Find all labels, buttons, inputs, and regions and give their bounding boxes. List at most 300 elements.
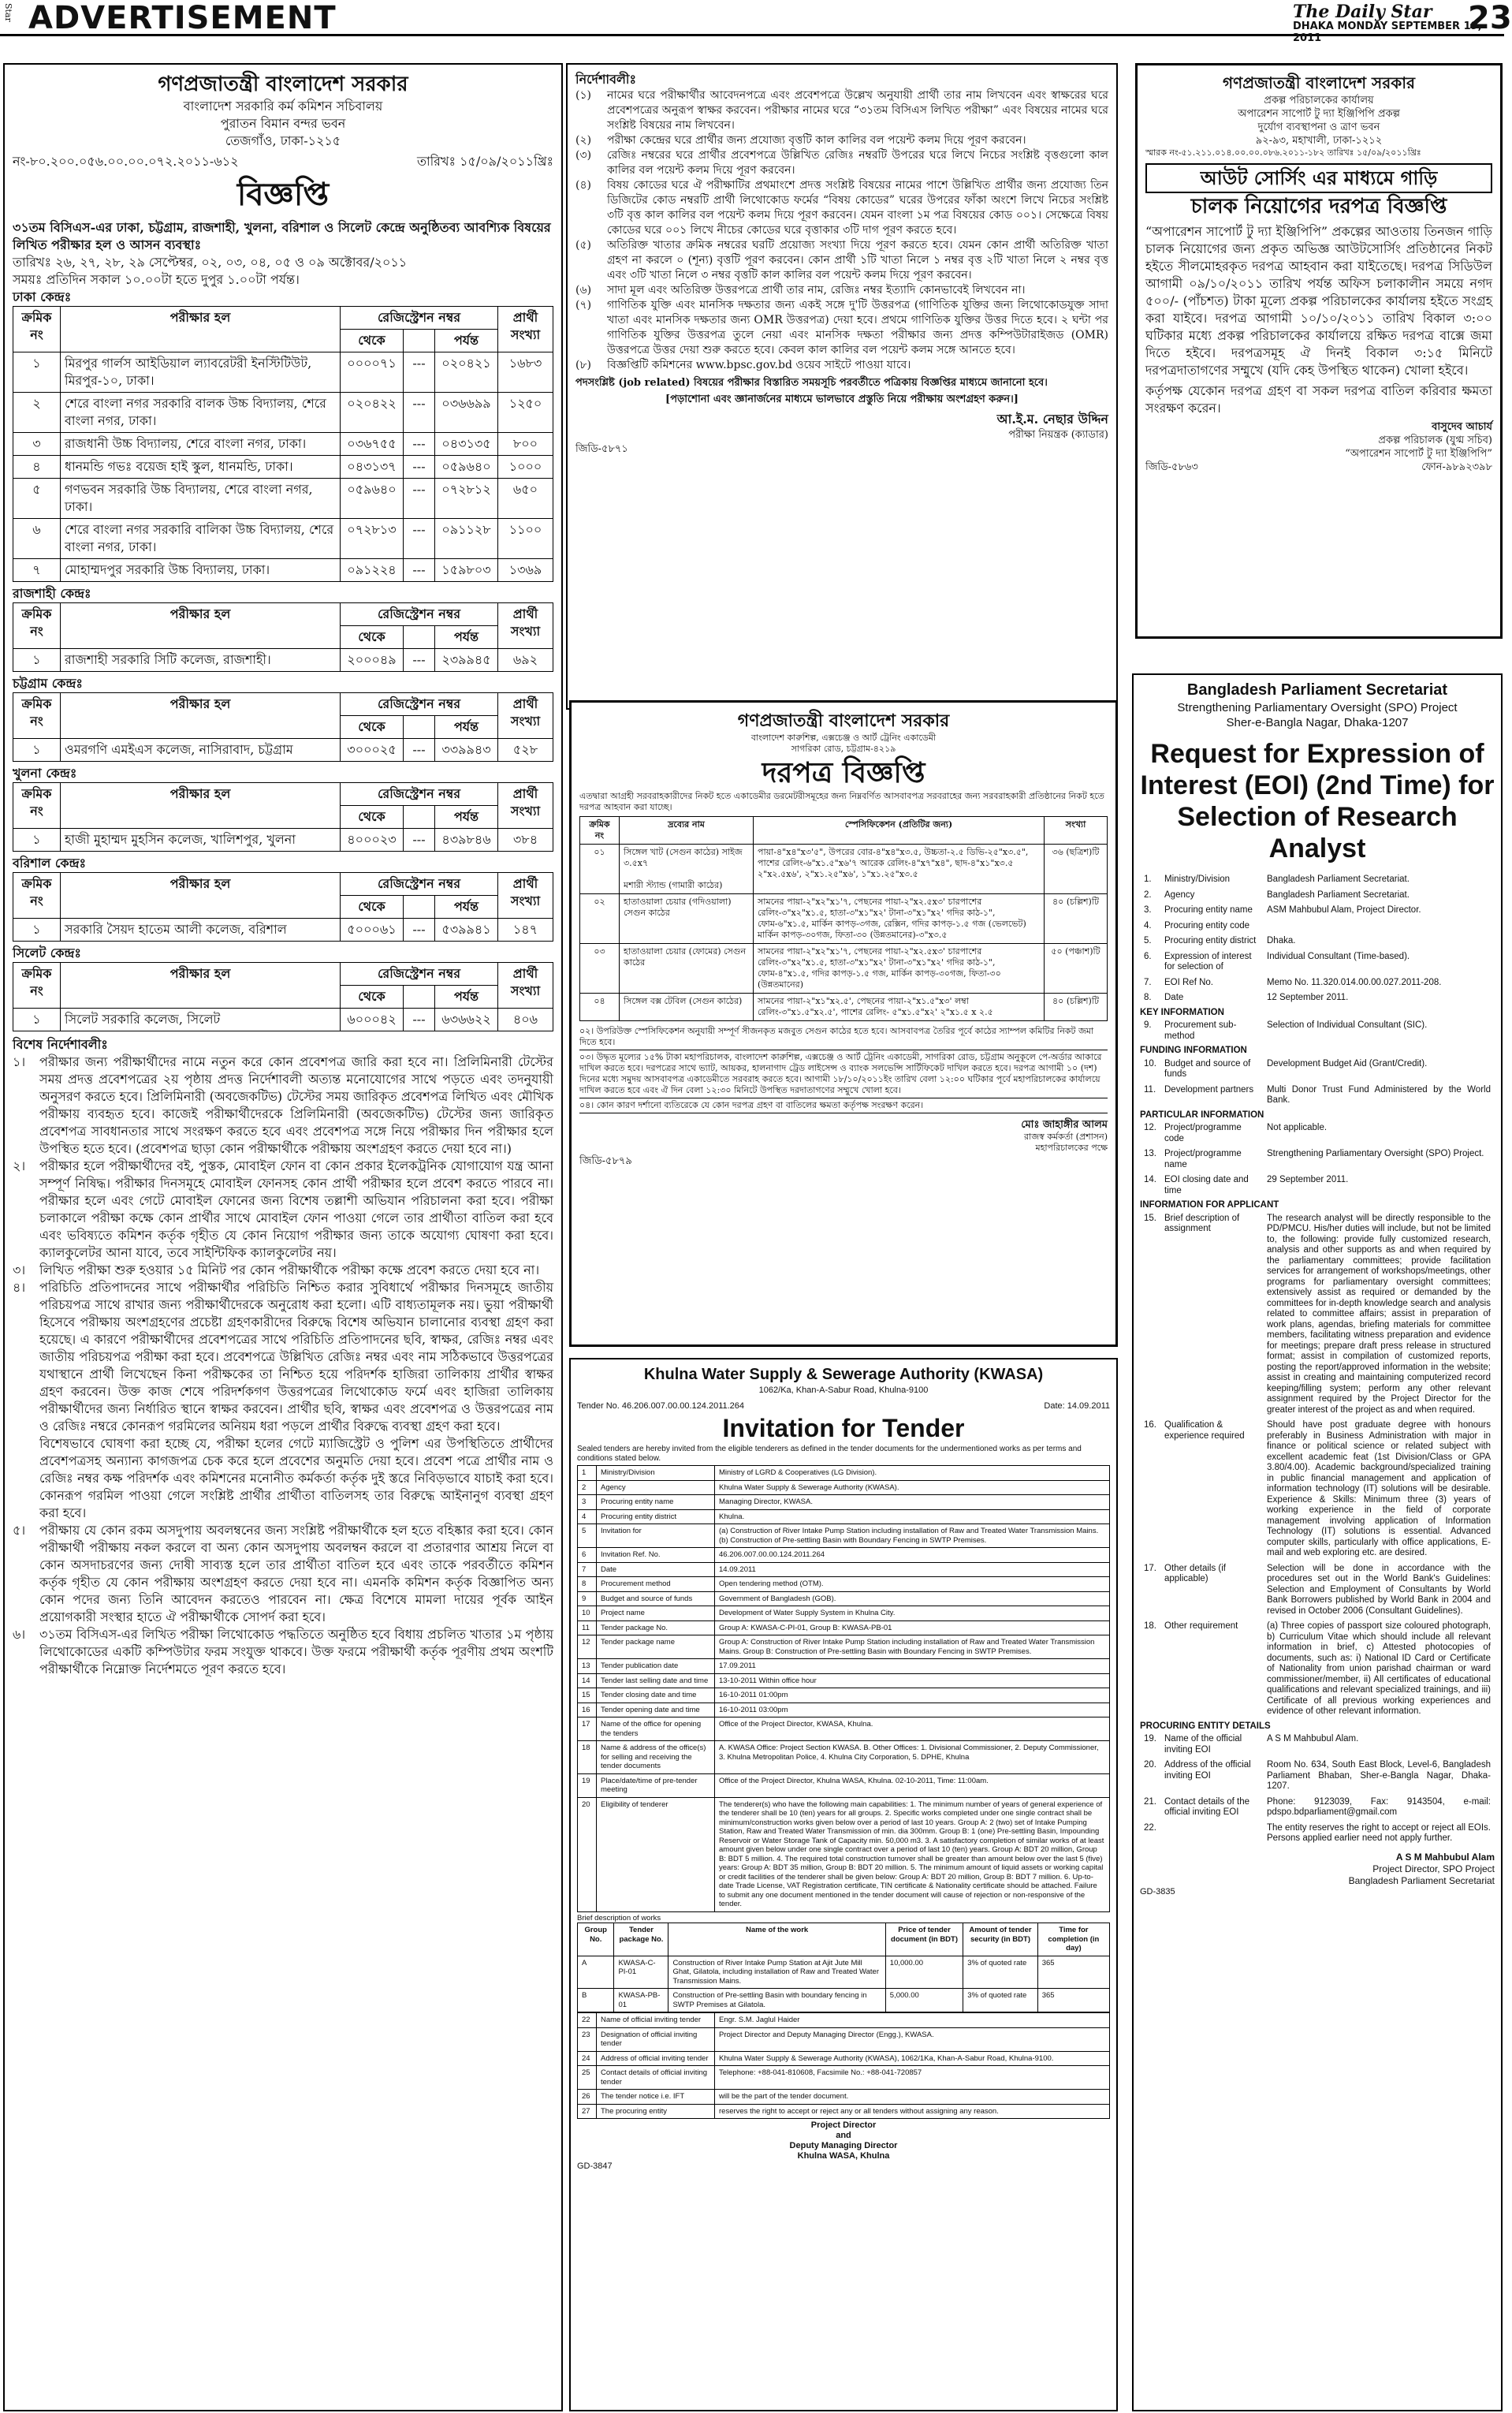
item-number: ৩। xyxy=(13,1262,26,1277)
kwasa-intro: Sealed tenders are hereby invited from the eligible tenderers as defined in the tender documents for the undermentioned works as per terms and conditions stated below. xyxy=(577,1445,1082,1463)
row-value: ASM Mahbubul Alam, Project Director. xyxy=(1267,905,1421,915)
note-item: ০৪। কোন কারণ দর্শানো ব্যতিরেকে যে কোন দরপত্র গ্রহণ বা বাতিলের ক্ষমতা কর্তৃপক্ষ সংরক্ষণ করেন। xyxy=(579,1098,1108,1113)
cell-sl: ১ xyxy=(13,919,61,942)
bpsc-title: বিজ্ঞপ্তি xyxy=(236,176,330,213)
cell-sl: ১ xyxy=(13,1009,61,1031)
row-key: Procuring entity district xyxy=(597,1509,715,1524)
cell-n: ৩৮৪ xyxy=(498,829,553,852)
bps-l1: Strengthening Parliamentary Oversight (SPO) Project xyxy=(1177,701,1458,714)
row-value: Development of Water Supply System in Khulna City. xyxy=(715,1606,1110,1621)
cell-to: ০৯১১২৮ xyxy=(435,519,498,559)
kwasa-table-2 xyxy=(577,2012,1110,2119)
list-item xyxy=(575,88,1108,133)
cell-hall: রাজশাহী সরকারি সিটি কলেজ, রাজশাহী। xyxy=(61,649,341,672)
table-row xyxy=(578,1688,1110,1703)
row-number: 26 xyxy=(578,2090,597,2105)
row-value: Development Budget Aid (Grant/Credit). xyxy=(1267,1058,1428,1069)
row-key: Agency xyxy=(597,1480,715,1495)
row-number: 18. xyxy=(1144,1621,1156,1631)
item-text: গাণিতিক যুক্তি এবং মানসিক দক্ষতার জন্য একই সঙ্গে দু'টি উত্তরপত্র (গাণিতিক যুক্তির জন্য লিথোকোডযুক্ত সাদা খাতা এবং মানসিক দক্ষতার জন্য OMR উত্তরপত্র) দেয়া হবে। প্রথমে গাণিতিক যুক্তির উত্তর দিতে হবে। ২ ঘন্টা পর গাণিতিক যুক্তির উত্তরপত্র তুলে নেয়া এবং মানসিক দক্ষতা পরীক্ষার জন্য প্রদত্ত কম্পিউটারাইজড (OMR) উত্তরপত্রে উত্তর দেয়া শুরু করতে হবে। কেবল কাল কালির বল পয়েন্ট কলম সঙ্গে আনতে হবে। xyxy=(607,299,1108,356)
bps-sign-org: Bangladesh Parliament Secretariat xyxy=(1348,1874,1495,1886)
row-key: Project/programme name xyxy=(1164,1149,1242,1169)
cell-dash: --- xyxy=(404,519,435,559)
cell-to: ০৭২৮১২ xyxy=(435,479,498,519)
row-number: 15. xyxy=(1144,1213,1156,1223)
row-key: Tender package name xyxy=(597,1635,715,1659)
eoi-table xyxy=(1140,1057,1495,1109)
cell-time: 365 xyxy=(1037,1956,1109,1989)
row-value: Office of the Project Director, KWASA, Khulna. xyxy=(715,1717,1110,1741)
row-key: Procuring entity name xyxy=(1164,905,1253,915)
list-item xyxy=(575,148,1108,178)
item-number: ৫। xyxy=(13,1523,26,1538)
cell-to: ১৫৯৮০৩ xyxy=(435,559,498,582)
row-value: Phone: 9123039, Fax: 9143504, e-mail: pdspo.bdparliament@gmail.com xyxy=(1267,1796,1491,1817)
cell-sl: ১ xyxy=(13,829,61,852)
table-row xyxy=(13,739,553,762)
row-key: Invitation Ref. No. xyxy=(597,1548,715,1563)
bps-sign-name: A S M Mahbubul Alam xyxy=(1395,1851,1495,1863)
table-row xyxy=(13,649,553,672)
col-count: প্রার্থী সংখ্যা xyxy=(498,693,553,739)
cell-dash: --- xyxy=(404,393,435,433)
bpsc-gd: জিডি-৫৮৭১ xyxy=(575,443,628,455)
spo-phone: ফোন-৯৮৯২৩৯৮ xyxy=(1421,461,1492,473)
cell-sl: ১ xyxy=(13,352,61,393)
row-key: Procurement sub-method xyxy=(1164,1020,1237,1041)
item-text: নামের ঘরে পরীক্ষার্থীর আবেদনপত্রে এবং প্রবেশপত্রে উল্লেখ অনুযায়ী প্রার্থী তার নাম লিখবেন এবং স্বাক্ষরের ঘরে প্রবেশপত্রের অনুরূপ স্বাক্ষর করবেন। পরীক্ষার নামের ঘরে “৩১তম বিসিএস লিখিত পরীক্ষা” এবং বিষয়ের নামের ঘরে সংশ্লিষ্ট বিষয়ের নাম লিখবেন। xyxy=(607,89,1108,132)
bpsc-office3: তেজগাঁও, ঢাকা-১২১৫ xyxy=(225,133,341,148)
list-item xyxy=(13,1158,553,1262)
table-row xyxy=(1140,975,1495,991)
item-text: বিশেষভাবে ঘোষণা করা হচ্ছে যে, পরীক্ষা হলের গেটে ম্যাজিস্ট্রেট ও পুলিশ এর উপস্থিতিতে প্রার্থীদের প্রবেশপত্রসহ অন্যান্য কাগজপত্র চেক করে হলে প্রবেশের অনুমতি দেয়া হবে। প্রবেশ পত্রে প্রার্থীর নাম ও রেজিঃ নম্বর কক্ষ পরিদর্শক এবং কমিশনের মনোনীত কর্মকর্তা কর্তৃক দুই স্তরে নিবিড়ভাবে যাচাই করা হবে। কোনরূপ গরমিল পাওয়া গেলে সংশ্লিষ্ট প্রার্থীর প্রার্থীতা বাতিলসহ তার বিরুদ্ধে আইনানুগ ব্যবস্থা গ্রহণ করা হবে। xyxy=(39,1436,553,1520)
col-dash xyxy=(404,626,435,649)
spo-l1: প্রকল্প পরিচালকের কার্যালয় xyxy=(1264,95,1374,106)
bps-l2: Sher-e-Bangla Nagar, Dhaka-1207 xyxy=(1226,716,1409,729)
cell-from: ৪০০০২৩ xyxy=(341,829,404,852)
row-number: 2. xyxy=(1144,889,1152,900)
dhaka-label: ঢাকা কেন্দ্রঃ xyxy=(13,289,72,304)
row-value: Not applicable. xyxy=(1267,1123,1328,1132)
eoi-table xyxy=(1140,1211,1495,1720)
cell-n: ৬৫০ xyxy=(498,479,553,519)
row-key: Name of the official inviting EOI xyxy=(1164,1734,1242,1755)
item-text: ৩১তম বিসিএস-এর লিখিত পরীক্ষা লিথোকোড পদ্ধতিতে অনুষ্ঠিত হবে বিধায় প্রচলিত খাতার ১ম পৃষ্ঠায় লিথোকোডের একটি কম্পিউটার ফরম সংযুক্ত থাকবে। উক্ত ফরমে পরীক্ষার্থী কর্তৃক পূরণীয় প্রথম অংশটি পরীক্ষার্থীকে নিম্নোক্ত নির্দেশমতে পূরণ করতে হবে। xyxy=(39,1627,553,1676)
ttc-col-qty: সংখ্যা xyxy=(1045,817,1108,845)
ttc-l2: সাগরিকা রোড, চট্টগ্রাম-৪২১৯ xyxy=(791,744,896,754)
col-count: প্রার্থী সংখ্যা xyxy=(498,307,553,352)
row-value: 17.09.2011 xyxy=(715,1659,1110,1674)
item-text: সাদা মূল এবং অতিরিক্ত উত্তরপত্রে প্রার্থী তার নাম, রেজিঃ নম্বর ইত্যাদি কোনভাবেই লিখবেন না। xyxy=(607,284,1026,296)
bpsc-dates: তারিখঃ ২৬, ২৭, ২৮, ২৯ সেপ্টেম্বর, ০২, ০৩, ০৪, ০৫ ও ০৯ অক্টোবর/২০১১ xyxy=(13,255,408,270)
col-dash xyxy=(404,716,435,739)
row-number: 7 xyxy=(578,1562,597,1577)
spo-title1: আউট সোর্সিং এর মাধ্যমে গাড়ি xyxy=(1145,163,1492,193)
cell-sl: ৫ xyxy=(13,479,61,519)
col-from: থেকে xyxy=(341,626,404,649)
col-from: থেকে xyxy=(341,330,404,352)
instr-label: নির্দেশাবলীঃ xyxy=(575,72,637,87)
row-key: Designation of official inviting tender xyxy=(597,2027,715,2051)
table-row xyxy=(578,2066,1110,2090)
cell-from: ০৭২৮১৩ xyxy=(341,519,404,559)
col-reg: রেজিস্ট্রেশন নম্বর xyxy=(341,963,498,986)
page-number: 23 xyxy=(1468,0,1512,36)
section-heading: INFORMATION FOR APPLICANT xyxy=(1140,1200,1279,1210)
table-row xyxy=(13,1009,553,1031)
list-item xyxy=(575,298,1108,358)
row-number: 11. xyxy=(1144,1084,1156,1095)
cell-sl: ৭ xyxy=(13,559,61,582)
table-row xyxy=(578,1495,1110,1510)
row-value: reserves the right to accept or reject any or all tenders without assigning any reason. xyxy=(715,2104,1110,2119)
row-value xyxy=(1263,919,1495,934)
parliament-eoi xyxy=(1132,673,1503,2411)
kwasa-sign1: Project Director xyxy=(810,2120,877,2130)
cell-n: ১৩৬৯ xyxy=(498,559,553,582)
col-count: প্রার্থী সংখ্যা xyxy=(498,963,553,1009)
col-hall: পরীক্ষার হল xyxy=(61,963,341,1009)
col-reg: রেজিস্ট্রেশন নম্বর xyxy=(341,783,498,806)
cell-sl: ৪ xyxy=(13,456,61,479)
note-item: ০৩। উদ্ধৃত মূল্যের ১৫% টাকা মহাপরিচালক, বাংলাদেশ কারুশিল্প, এক্সচেঞ্জ ও আর্ট ট্রেনিং একাডেমী, সাগরিকা রোড, চট্টগ্রাম অনুকূলে পে-অর্ডার আকারে দাখিল করতে হবে। দরপত্রের সাথে ভ্যাট, আয়কর, হালনাগাদ ট্রেড লাইসেন্স ও ব্যাংক সলভেন্সি সার্টিফিকেট দাখিল করতে হবে। দরপত্র আগামী ১০ (দশ) দিনের মধ্যে সমুদয় আসবাবপত্র একাডেমীতে সরবরাহ করতে হবে। আগামী ১৮/১০/২০১১ইং তারিখ বেলা ১২:০০ ঘটিকার পূর্বে মহাপরিচালকের কার্যালয়ে দাখিল করতে হবে এবং ঐ দিন বেলা ১২:৩০ মিনিটে উপস্থিত দরদাতাগণের সম্মুখে খোলা হবে। xyxy=(579,1050,1108,1098)
newspaper-name: The Daily Star xyxy=(1293,2,1432,22)
row-number: 2 xyxy=(578,1480,597,1495)
cell-n: ১৪৭ xyxy=(498,919,553,942)
row-number: 15 xyxy=(578,1688,597,1703)
cell-item: সিঙ্গেল বক্স টেবিল (সেগুন কাঠের) xyxy=(620,994,754,1021)
row-value: Project Director and Deputy Managing Director (Engg.), KWASA. xyxy=(715,2027,1110,2051)
row-key: Agency xyxy=(1164,889,1195,900)
row-number: 14. xyxy=(1144,1175,1156,1184)
item-number: (৬) xyxy=(575,284,592,296)
cell-hall: গণভবন সরকারি উচ্চ বিদ্যালয়, শেরে বাংলা নগর, ঢাকা। xyxy=(61,479,341,519)
cell-hall: মোহাম্মদপুর সরকারি উচ্চ বিদ্যালয়, ঢাকা। xyxy=(61,559,341,582)
row-key: Tender last selling date and time xyxy=(597,1673,715,1688)
region-label: খুলনা কেন্দ্রঃ xyxy=(13,766,77,781)
cell-w: Construction of River Intake Pump Station at Ajit Jute Mill Ghat, Gilatola, including installation of Raw and Treated Water Transmission Mains. xyxy=(668,1956,885,1989)
section-heading: FUNDING INFORMATION xyxy=(1140,1046,1247,1055)
table-row xyxy=(578,1659,1110,1674)
list-item xyxy=(13,1626,553,1678)
cell-hall: ওমরগণি এমইএস কলেজ, নাসিরাবাদ, চট্টগ্রাম xyxy=(61,739,341,762)
table-row xyxy=(13,919,553,942)
ttc-gd: জিডি-৫৮৭৯ xyxy=(579,1155,632,1167)
cell-n: ৫২৮ xyxy=(498,739,553,762)
note-item: ০২। উপরিউক্ত স্পেসিফিকেশন অনুযায়ী সম্পূর্ণ সীজনকৃত মজবুত সেগুন কাঠের হতে হবে। আসবাবপত্র তৈরির পূর্বে কাঠের স্যাম্পল কমিটির নিকট জমা দিতে হবে। xyxy=(579,1024,1108,1050)
cell-dash: --- xyxy=(404,919,435,942)
item-text: পরিচিতি প্রতিপাদনের সাথে পরীক্ষার্থীর পরিচিতি নিশ্চিত করার সুবিধার্থে পরীক্ষার দিনসমূহে জাতীয় পরিচয়পত্র সাথে রাখার জন্য পরীক্ষার্থীদেরকে অনুরোধ করা হলো। এটি বাধ্যতামূলক নয়। ভুয়া পরীক্ষার্থী হিসেবে পরীক্ষায় অংশগ্রহণের প্রচেষ্টা গ্রহণকারীদের বিরুদ্ধে বিশেষ অভিযান চালানোর ব্যবস্থা গ্রহণ করা হয়েছে। এ কারণে পরীক্ষার্থীদের প্রবেশপত্রের সাথে পরিচিতি প্রতিপাদনের ছবি, স্বাক্ষর, রেজিঃ নম্বর এবং জাতীয় পরিচয়পত্র পরীক্ষা করা হবে। প্রবেশপত্রে উল্লিখিত রেজিঃ নম্বর এবং নাম সঠিকভাবে উত্তরপত্রের যথাস্থানে প্রার্থী লিখেছেন কিনা পরীক্ষকের তা নিশ্চিত হয়ে পরিদর্শক হাজিরা তালিকায় প্রার্থীর স্বাক্ষর গ্রহণ করবেন। উক্ত কাজ শেষে পরিদর্শকগণ উত্তরপত্রের লিথোকোড ফর্মে এবং হাজিরা তালিকায় পরীক্ষার্থীদের জন্য নির্ধারিত স্থানে স্বাক্ষর করবেন। প্রার্থীর ছবি, স্বাক্ষর এবং প্রবেশপত্র ও উত্তরপত্রের নাম ও রেজিঃ নম্বরে কোনরূপ গরমিলের অনিয়ম ধরা পড়লে প্রার্থীর বিরুদ্ধে ব্যবস্থা গ্রহণ করা হবে। xyxy=(39,1280,553,1434)
row-key: Name of official inviting tender xyxy=(597,2013,715,2028)
bpsc-sign-title: পরীক্ষা নিয়ন্ত্রক (ক্যাডার) xyxy=(1008,429,1108,441)
row-number: 22. xyxy=(1144,1822,1156,1833)
ttc-gov: গণপ্রজাতন্ত্রী বাংলাদেশ সরকার xyxy=(737,710,950,731)
row-key: Brief description of assignment xyxy=(1164,1213,1240,1233)
works-col: Time for completion (in day) xyxy=(1037,1923,1109,1956)
kwasa-tender-no: Tender No. 46.206.007.00.00.124.2011.264 xyxy=(577,1401,745,1411)
row-value: Managing Director, KWASA. xyxy=(715,1495,1110,1510)
cell-dash: --- xyxy=(404,433,435,456)
table-row xyxy=(13,433,553,456)
row-number: 17 xyxy=(578,1717,597,1741)
kwasa-gd: GD-3847 xyxy=(577,2161,613,2171)
row-value: The entity reserves the right to accept or reject all EOIs. Persons applied earlier need not apply further. xyxy=(1267,1822,1491,1843)
cell-from: ০০০০৭১ xyxy=(341,352,404,393)
col-count: প্রার্থী সংখ্যা xyxy=(498,603,553,649)
row-number: 22 xyxy=(578,2013,597,2028)
item-text: বিষয় কোডের ঘরে ঐ পরীক্ষাটির প্রথমাংশে প্রদত্ত সংশ্লিষ্ট বিষয়ের নামের পাশে উল্লিখিত প্রার্থীর জন্য প্রযোজ্য তিন ডিজিটের কোড নম্বরটি প্রার্থী লিথোকোড ফর্মের “বিষয় কোডের” ঘরের উপরের ফাঁকা অংশে লিখে নিচের সংশ্লিষ্ট ৩টি বৃত্ত কাল কালির বল পয়েন্ট কলম দিয়ে পূরণ করবেন। যেমন বাংলা ১ম পত্র বিষয়ের কোড ০০১। সেক্ষেত্রে বিষয় কোডের ঘরে ০০১ লিখে নীচের কোডের ঘরে বৃত্তাকার ৩টি দাগ পূরণ করতে হবে। xyxy=(607,179,1108,237)
cell-n: ৮০০ xyxy=(498,433,553,456)
row-key: Expression of interest for selection of xyxy=(1164,951,1252,972)
item-number: ২। xyxy=(13,1158,26,1173)
col-dash xyxy=(404,986,435,1009)
row-number: 11 xyxy=(578,1620,597,1635)
table-row xyxy=(578,1562,1110,1577)
row-value: Open tendering method (OTM). xyxy=(715,1577,1110,1592)
special-label: বিশেষ নির্দেশাবলীঃ xyxy=(13,1037,108,1052)
bpsc-instructions xyxy=(566,63,1118,710)
table-row xyxy=(580,994,1108,1021)
bpsc-office2: পুরাতন বিমান বন্দর ভবন xyxy=(220,116,346,131)
item-number: (১) xyxy=(575,89,592,102)
furniture-table xyxy=(579,816,1108,1021)
bps-sign-title: Project Director, SPO Project xyxy=(1372,1863,1495,1874)
list-item xyxy=(13,1522,553,1626)
bpsc-date: তারিখঃ ১৫/০৯/২০১১খ্রিঃ xyxy=(416,154,553,169)
row-key: Date xyxy=(1164,993,1184,1002)
list-item xyxy=(13,1435,553,1522)
table-row xyxy=(1140,934,1495,949)
table-row xyxy=(578,1635,1110,1659)
section-heading: PARTICULAR INFORMATION xyxy=(1140,1110,1264,1120)
cell-time: 365 xyxy=(1037,1989,1109,2012)
col-sl: ক্রমিক নং xyxy=(13,307,61,352)
item-text: পরীক্ষার জন্য পরীক্ষার্থীদের নামে নতুন করে কোন প্রবেশপত্র জারি করা হবে না। প্রিলিমিনারী টেস্টের সময় প্রদত্ত প্রবেশপত্রের ২য় পৃষ্ঠায় প্রদত্ত নির্দেশাবলী অত্যন্ত মনোযোগের সাথে পড়তে এবং তদনুযায়ী অনুসরণ করতে হবে। প্রিলিমিনারী (অবজেকটিভ) টেস্টের সময় জারিকৃত প্রবেশপত্র লিখিত এবং মৌখিক পরীক্ষায় ব্যবহৃত হবে। কাজেই পরীক্ষার্থীদেরকে প্রিলিমিনারী (অবজেকটিভ) টেস্টের জন্য জারিকৃত প্রবেশপত্র সাবধানতার সাথে সংরক্ষণ করতে হবে এবং প্রবেশপত্র সঙ্গে নিয়ে পরীক্ষার দিন পরীক্ষার হলে উপস্থিত হতে হবে। (প্রবেশপত্র ছাড়া কোন পরীক্ষার্থীকে পরীক্ষায় অংশগ্রহণ করতে দেয়া হবে না।) xyxy=(39,1054,553,1156)
cell-n: ১৬৮৩ xyxy=(498,352,553,393)
cell-from: ৩০০০২৫ xyxy=(341,739,404,762)
cell-to: ০৩৬৬৯৯ xyxy=(435,393,498,433)
kwasa-addr: 1062/Ka, Khan-A-Sabur Road, Khulna-9100 xyxy=(758,1386,929,1395)
item-text: বিজ্ঞপ্তিটি কমিশনের www.bpsc.gov.bd ওয়েব সাইটে পাওয়া যাবে। xyxy=(607,359,911,371)
col-count: প্রার্থী সংখ্যা xyxy=(498,783,553,829)
col-reg: রেজিস্ট্রেশন নম্বর xyxy=(341,603,498,626)
cell-spec: সামনের পায়া-২"x২"x১'৭, পেছনের পায়া-২"x২.৫x৩' চারপাশের রেলিং-৩"x২"x১.৫, হাতা-৩"x১"x২' টানা-৩"x১"x২' গদির কাঠ-১", ফোম-৬"x১.৫, মার্কিন কাপড়-৩গজ, রেক্সিন, গদির কাপড়-১.৫ গজ (ভেলভেট) মার্কিন কাপড়-৩০গজ, ফিতা-৩০ (উন্নতমানের)-৩"x৩.৫ xyxy=(754,894,1045,944)
table-row xyxy=(578,1797,1110,1911)
cell-sl: ৬ xyxy=(13,519,61,559)
cell-price: 5,000.00 xyxy=(885,1989,963,2012)
table-row xyxy=(578,2104,1110,2119)
col-sl: ক্রমিক নং xyxy=(13,783,61,829)
table-row xyxy=(1140,1147,1495,1173)
region-label: বরিশাল কেন্দ্রঃ xyxy=(13,856,87,871)
cell-dash: --- xyxy=(404,649,435,672)
spo-body2: কর্তৃপক্ষ যেকোন দরপত্র গ্রহণ বা সকল দরপত্র বাতিল করিবার ক্ষমতা সংরক্ষণ করেন। xyxy=(1145,383,1492,416)
row-key: Project name xyxy=(597,1606,715,1621)
row-number: 16. xyxy=(1144,1420,1156,1430)
cell-dash: --- xyxy=(404,456,435,479)
ttc-intro: এতদ্বারা আগ্রহী সরবরাহকারীদের নিকট হতে একাডেমীর ডরমেটরীসমূহের জন্য নিম্নবর্ণিত আসবাবপত্র সরবরাহের জন্য সরবরাহকারী প্রতিষ্ঠানের নিকট হতে দরপত্র আহবান করা যাচ্ছে। xyxy=(579,791,1104,812)
list-item xyxy=(13,1262,553,1279)
col-sl: ক্রমিক নং xyxy=(13,873,61,919)
cell-dash: --- xyxy=(404,1009,435,1031)
row-key: Budget and source of funds xyxy=(1164,1058,1251,1079)
item-text: পরীক্ষা কেন্দ্রের ঘরে প্রার্থীর জন্য প্রযোজ্য বৃত্তটি কাল কালির বল পয়েন্ট কলম দিয়ে পূরণ করবেন। xyxy=(607,134,1026,147)
table-row xyxy=(578,1548,1110,1563)
item-text: রেজিঃ নম্বরের ঘরে প্রার্থীর প্রবেশপত্রে উল্লিখিত রেজিঃ নম্বরটি উপরের ঘরে লিখে নিচের সংশ্লিষ্ট বৃত্তগুলো কাল কালির বল পয়েন্ট কলম দিয়ে পূরণ করবেন। xyxy=(607,149,1108,177)
row-key: The procuring entity xyxy=(597,2104,715,2119)
row-number: 21. xyxy=(1144,1796,1156,1807)
cell-qty: ৫০ (পঞ্চাশ)টি xyxy=(1045,944,1108,994)
cell-p: KWASA-C-PI-01 xyxy=(614,1956,668,1989)
row-value: The tenderer(s) who have the following main capabilities: 1. The minimum number of years of general experience of the tenderer shall be 10 (ten) years for all groups. 2. Specific works completed under one single contract shall be minimum/construction works given below over a period of last 10 years. Group A: 2 (two) set of Intake Pumping Station, Raw and Treated Water Transmission of min. dia 300mm. Group B: 1 (one) Pre-settling Basin, Impounding Reservoir or Water Storage Tank of Capacity min. 50,000 m3. 3. A satisfactory completion of similar works of at least amount given below under one single contract over a period of last 10 (ten) years. Group A: BDT 20 million, Group B: BDT 5 million. 4. The required total construction turnover shall be greater than amount below over the last 5 (five) years: Group A: BDT 35 million, Group B: BDT 20 million. 5. The minimum amount of liquid assets or working capital or credit facilities of the tenderer shall be given below: Group A: BDT 20 million, Group B: BDT 7 million. 6. Up-to-date Trade License, VAT Registration certificate, TIN certificate & Nationality certificate should be attached. Failure to submit any one document mentioned in the tender document will cause of rejection or non-responsive of the tender. xyxy=(715,1797,1110,1911)
list-item xyxy=(575,238,1108,283)
bps-title: Request for Expression of Interest (EOI) (2nd Time) for Selection of Research Analyst xyxy=(1140,739,1495,863)
row-number: 13. xyxy=(1144,1149,1156,1158)
col-from: থেকে xyxy=(341,806,404,829)
col-from: থেকে xyxy=(341,716,404,739)
table-row xyxy=(13,829,553,852)
eoi-table xyxy=(1140,1732,1495,1821)
cell-sl: ১ xyxy=(13,739,61,762)
table-row xyxy=(1140,872,1495,888)
cell-g: A xyxy=(578,1956,614,1989)
row-value: 16-10-2011 01:00pm xyxy=(715,1688,1110,1703)
item-number xyxy=(13,1435,39,1522)
works-col: Amount of tender security (in BDT) xyxy=(963,1923,1037,1956)
section-heading: KEY INFORMATION xyxy=(1140,1007,1224,1017)
ttc-col-sl: ক্রমিক নং xyxy=(580,817,620,845)
table-row xyxy=(1140,888,1495,904)
spo-l4: ৯২-৯৩, মহাখালী, ঢাকা-১২১২ xyxy=(1255,135,1383,147)
row-key: Contact details of official inviting tender xyxy=(597,2066,715,2090)
table-row xyxy=(1140,1821,1495,1847)
region-table xyxy=(13,782,553,852)
cell-to: ০৫৯৬৪০ xyxy=(435,456,498,479)
col-to: পর্যন্ত xyxy=(435,896,498,919)
cell-item: হাতাওয়ালা চেয়ার (গদিওয়ালা) সেগুন কাঠের xyxy=(620,894,754,944)
table-row xyxy=(1140,990,1495,1006)
cell-spec: সামনের পায়া-২"x১"x২.৫', পেছনের পায়া-২"x১.৫"x৩' লম্বা রেলিং-৩"x১.৫"x২.৫', পাশের রেলিং- ৫"x১.৫"x২' ২"x১.৫ x ২.৫ xyxy=(754,994,1045,1021)
item-number: (৩) xyxy=(575,149,592,162)
cell-dash: --- xyxy=(404,479,435,519)
col-from: থেকে xyxy=(341,986,404,1009)
table-row xyxy=(578,2051,1110,2066)
cell-qty: ৪০ (চল্লিশ)টি xyxy=(1045,994,1108,1021)
item-text: অতিরিক্ত খাতার ক্রমিক নম্বরের ঘরটি প্রয়োজ্য সংখ্যা দিয়ে পূরণ করতে হবে। যেমন কোন প্রার্থী অতিরিক্ত খাতা গ্রহণ না করলে ০ (শূন্য) বৃত্তটি পূরণ করবেন। কোন প্রার্থী ১টি খাতা নিলে ১ নম্বর বৃত্ত ২টি খাতা নিলে ২ নম্বর বৃত্ত এবং ৩টি খাতা নিলে ৩ নম্বর বৃত্তটি কাল কালির বল পয়েন্ট কলম দিয়ে পূরণ করবেন। xyxy=(607,239,1108,282)
row-value: Bangladesh Parliament Secretariat. xyxy=(1267,875,1410,884)
row-value: Individual Consultant (Time-based). xyxy=(1267,951,1410,961)
section-heading: PROCURING ENTITY DETAILS xyxy=(1140,1721,1271,1731)
spo-memo: স্মারক নং-৫১.২১১.০১৪.০০.০০.০৮৬.২০১১-১৮২ তারিখঃ ১৫/০৯/২০১১খ্রিঃ xyxy=(1145,147,1421,158)
row-key: Project/programme code xyxy=(1164,1123,1242,1143)
table-row xyxy=(578,1773,1110,1797)
cell-spec: পায়া-৪"x৪"x৩'৫", উপরের বোর-৪"x৪"x৩.৫, উচ্চতা-২.৫ ডিভি-২৫"x৩.৫", পাশের রেলিং-৬"x১.৫"x৬'৭ আরেক রেলিং-৪"x৭"x৪", ছাদ-৪"x১"x৩.৫ ২"x২.৫x৬', ২"x১.২৫"x৬', ১"x১.২৫"x৩.৫ xyxy=(754,845,1045,894)
cell-from: ৬০০০৪২ xyxy=(341,1009,404,1031)
cell-from: ৫০০০৬১ xyxy=(341,919,404,942)
table-row xyxy=(578,1466,1110,1481)
table-row xyxy=(578,1741,1110,1774)
row-key: Name & address of the office(s) for selling and receiving the tender documents xyxy=(597,1741,715,1774)
kwasa-sign3: Deputy Managing Director xyxy=(789,2141,898,2150)
region-label: সিলেট কেন্দ্রঃ xyxy=(13,945,81,960)
list-item xyxy=(13,1054,553,1158)
row-value: 29 September 2011. xyxy=(1267,1175,1349,1184)
row-number: 17. xyxy=(1144,1563,1156,1573)
kwasa-table xyxy=(577,1465,1110,1912)
row-value: Ministry of LGRD & Cooperatives (LG Division). xyxy=(715,1466,1110,1481)
row-number: 4 xyxy=(578,1509,597,1524)
cell-spec: সামনের পায়া-২"x২"x১'৭, পেছনের পায়া-২"x২.৫x৩' চারপাশের রেলিং-৩"x২"x১.৫, হাতা-৩"x১"x২' টানা-৩"x১"x২' গদির কাঠ-১", ফোম-৪"x১.৫, গদির কাপড়-১.৫ গজ, মার্কিন কাপড়-৩০গজ, ফিতা-৩০ (উন্নতমানের) xyxy=(754,944,1045,994)
table-row xyxy=(1140,1211,1495,1419)
spo-sign-org: “অপারেশন সাপোর্ট টু দ্যা ইঞ্জিপিপি” xyxy=(1345,448,1492,460)
col-count: প্রার্থী সংখ্যা xyxy=(498,873,553,919)
table-row xyxy=(578,1577,1110,1592)
item-number: (৮) xyxy=(575,359,592,371)
table-row xyxy=(578,1606,1110,1621)
item-number: (৫) xyxy=(575,239,592,252)
row-number: 5 xyxy=(578,1524,597,1548)
row-key: Development partners xyxy=(1164,1084,1254,1095)
item-number: (৭) xyxy=(575,299,592,311)
kwasa-title: Invitation for Tender xyxy=(722,1414,965,1442)
row-number: 4. xyxy=(1144,920,1152,931)
cell-to: ৬৩৬৬২২ xyxy=(435,1009,498,1031)
row-value: Khulna Water Supply & Sewerage Authority (KWASA). xyxy=(715,1480,1110,1495)
row-number: 8. xyxy=(1144,993,1152,1002)
row-number: 19 xyxy=(578,1773,597,1797)
row-value: Telephone: +88-041-810608, Facsimile No.: +88-041-720857 xyxy=(715,2066,1110,2090)
row-number: 27 xyxy=(578,2104,597,2119)
col-to: পর্যন্ত xyxy=(435,806,498,829)
row-key: Eligibility of tenderer xyxy=(597,1797,715,1911)
region-label: চট্টগ্রাম কেন্দ্রঃ xyxy=(13,676,83,691)
row-key: Other requirement xyxy=(1164,1621,1238,1631)
list-item xyxy=(575,358,1108,373)
cell-p: KWASA-PB-01 xyxy=(614,1989,668,2012)
table-row xyxy=(13,352,553,393)
cell-from: ০৫৯৬৪০ xyxy=(341,479,404,519)
row-value: Multi Donor Trust Fund Administered by the World Bank. xyxy=(1267,1084,1491,1105)
job-note: পদসংশ্লিষ্ট (job related) বিষয়ের পরীক্ষার বিস্তারিত সময়সূচি পরবর্তীতে পত্রিকায় বিজ্ঞপ্তির মাধ্যমে জানানো হবে। xyxy=(575,377,1048,389)
col-sl: ক্রমিক নং xyxy=(13,603,61,649)
row-key: Ministry/Division xyxy=(1164,875,1231,884)
bpsc-sign-name: আ.ই.ম. নেছার উদ্দিন xyxy=(996,412,1108,427)
kwasa-sign2: and xyxy=(836,2131,851,2140)
table-row xyxy=(578,1620,1110,1635)
row-key: Place/date/time of pre-tender meeting xyxy=(597,1773,715,1797)
row-key: Address of the official inviting EOI xyxy=(1164,1760,1251,1781)
spo-sign-name: বাসুদেব আচার্য xyxy=(1432,421,1492,433)
col-to: পর্যন্ত xyxy=(435,986,498,1009)
region-label: রাজশাহী কেন্দ্রঃ xyxy=(13,586,91,601)
row-key: Tender closing date and time xyxy=(597,1688,715,1703)
works-col: Price of tender document (in BDT) xyxy=(885,1923,963,1956)
row-number: 24 xyxy=(578,2051,597,2066)
works-label: Brief description of works xyxy=(577,1913,661,1923)
row-key: Procuring entity district xyxy=(1164,936,1257,945)
table-row xyxy=(13,479,553,519)
col-hall: পরীক্ষার হল xyxy=(61,307,341,352)
row-value: Selection of Individual Consultant (SIC). xyxy=(1267,1020,1428,1030)
table-row xyxy=(13,519,553,559)
table-row xyxy=(578,2090,1110,2105)
row-key: The tender notice i.e. IFT xyxy=(597,2090,715,2105)
cell-dash: --- xyxy=(404,352,435,393)
table-row xyxy=(1140,1057,1495,1083)
table-row xyxy=(13,559,553,582)
region-table xyxy=(13,602,553,672)
furniture-tender xyxy=(569,700,1118,1347)
